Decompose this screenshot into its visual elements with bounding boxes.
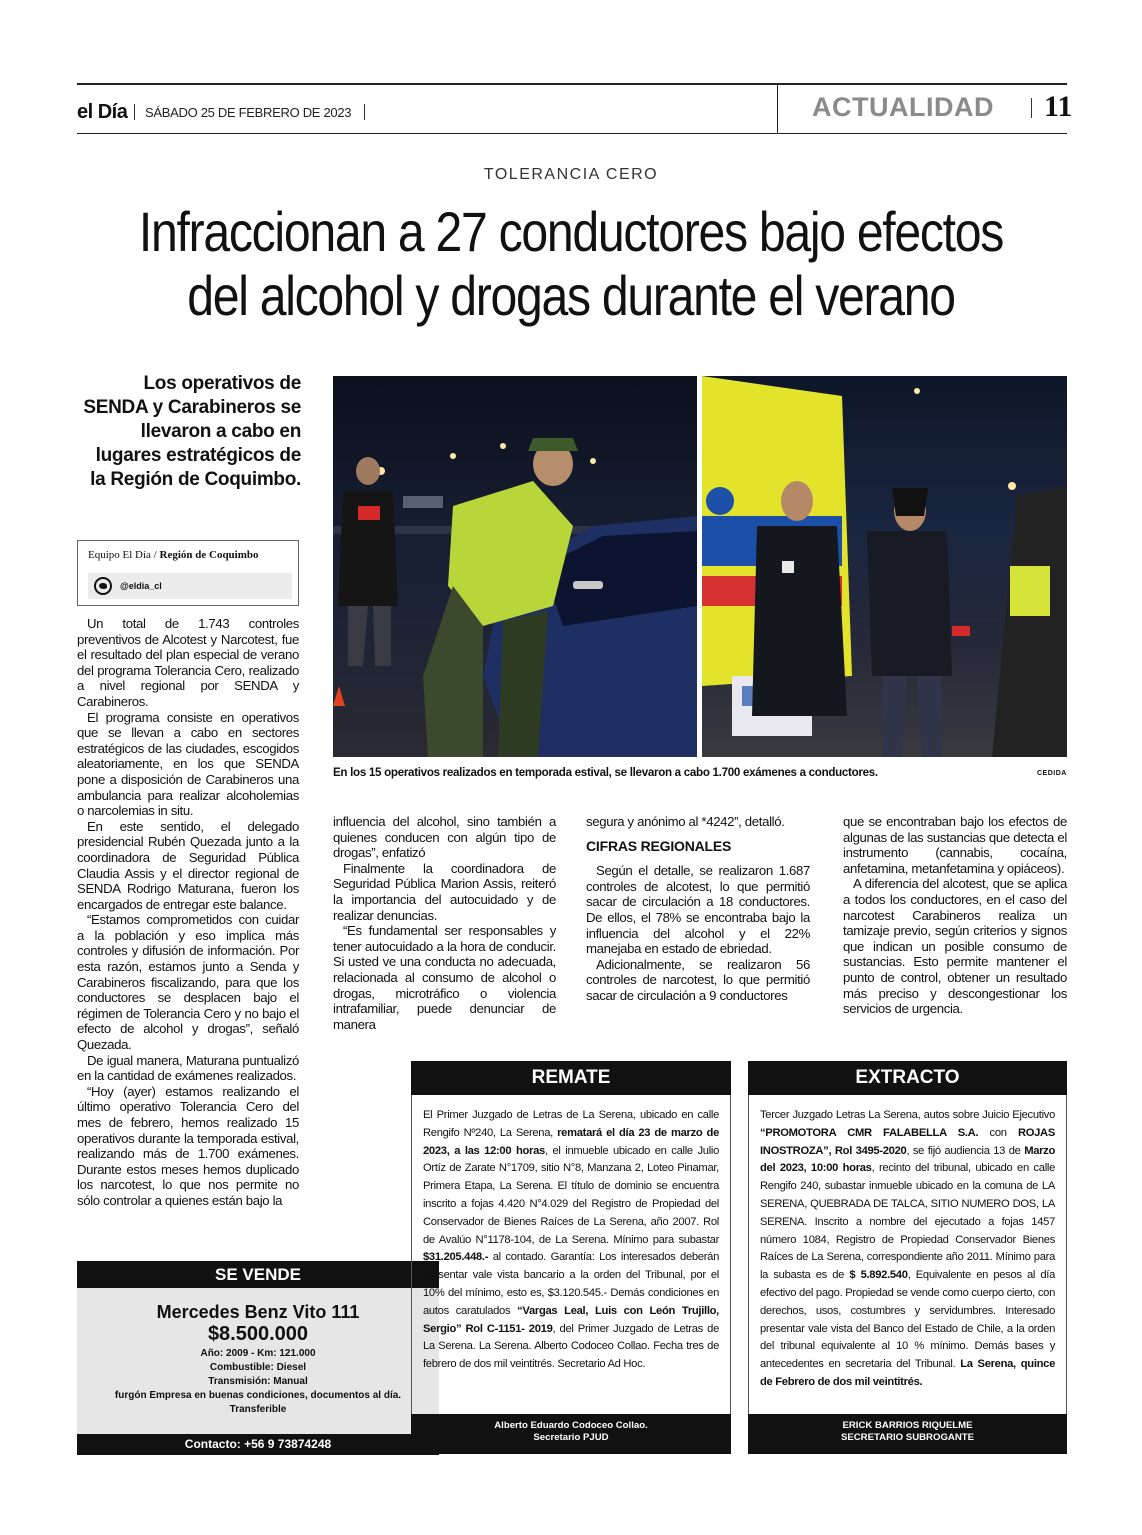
legal-text: , del Primer Juzgado de Letras de La Serena. La Serena. Alberto Codoceo Collao. Fecha tres de febrero de dos mil veintitrés. Secretario Ad Hoc.	[423, 1322, 719, 1371]
extracto-text	[760, 1107, 1055, 1392]
legal-emphasis: $ 5.892.540	[849, 1269, 908, 1282]
author-credit	[88, 549, 259, 561]
photo-senda-staff	[702, 376, 1067, 757]
paragraph: influencia del alcohol, sino también a quienes conducen con algún tipo de drogas”, enfatizó	[333, 814, 556, 861]
article-subhead: Los operativos de SENDA y Carabineros se llevaron a cabo en lugares estratégicos de la Región de Coquimbo.	[83, 373, 301, 490]
legal-emphasis: La Serena, quince de Febrero de dos mil veintitrés.	[760, 1358, 1055, 1388]
article-column-4	[843, 814, 1067, 1017]
article-column-2	[333, 814, 556, 1032]
legal-text: El Primer Juzgado de Letras de La Serena, ubicado en calle Rengifo Nº240, La Serena,	[423, 1109, 719, 1139]
sale-condition: furgón Empresa en buenas condiciones, documentos al día.	[114, 1390, 402, 1401]
sale-ad-title: SE VENDE	[77, 1261, 439, 1288]
paragraph: “Hoy (ayer) estamos realizando el último operativo Tolerancia Cero del mes de febrero, hemos realizado 15 operativos durante la temporada estival, realizando más de 1.700 exámenes. Durante estos meses hemos duplicado los narcotest, lo que nos permite no sólo controlar a quienes están bajo la	[77, 1083, 299, 1208]
masthead-logo: el Día	[77, 101, 128, 123]
paragraph: El programa consiste en operativos que se llevan a cabo en sectores estratégicos de las ciudades, escogidos aleatoriamente, en los que SENDA pone a disposición de Carabineros una ambulancia para realizar alcoholemias o narcolemias in situ.	[77, 709, 299, 819]
credit-region: Región de Coquimbo	[159, 549, 259, 561]
article-headline	[132, 200, 1011, 328]
legal-text: , Equivalente en pesos al día efectivo del pago. Propiedad se vende como cuerpo cierto, con derechos, usos, costumbres y servidumbres. Interesado presentar vale vista del Banco del Estado de Chile, a la orden del tribunal equivalente al 10 % mínimo. Demás bases y antecedentes en secretaria del Tribunal.	[760, 1269, 1055, 1371]
legal-emphasis: “PROMOTORA CMR FALABELLA S.A.	[760, 1126, 979, 1139]
extracto-title: EXTRACTO	[748, 1061, 1067, 1095]
paragraph: que se encontraban bajo los efectos de algunas de las sustancias que detecta el instrumento (cannabis, cocaína, anfetamina, metanfetamina y opiáceos).	[843, 814, 1067, 876]
twitter-bird-icon	[94, 577, 112, 595]
legal-text: al contado. Garantía: Los interesados deberán presentar vale vista bancario a la orden del Tribunal, por el 10% del mínimo, esto es, $3.120.545.- Demás condiciones en autos caratulados	[423, 1251, 719, 1317]
paragraph: En este sentido, el delegado presidencial Rubén Quezada junto a la coordinadora de Seguridad Pública Claudia Assis y el director regional de SENDA Rodrigo Maturana, fueron los encargados de entregar este balance.	[77, 818, 299, 912]
sale-contact: Contacto: +56 9 73874248	[77, 1434, 439, 1455]
sale-model: Mercedes Benz Vito 111	[156, 1302, 360, 1322]
credit-team: Equipo El Día /	[88, 549, 157, 561]
article-column-1	[77, 616, 299, 1209]
legal-text: , se fijó audiencia 13 de	[906, 1144, 1025, 1157]
photo-police-checkpoint	[333, 376, 697, 757]
article-kicker: TOLERANCIA CERO	[483, 166, 659, 183]
twitter-bar	[88, 573, 292, 599]
photo-senda-staff-illustration	[702, 376, 1067, 757]
page-number: 11	[1044, 90, 1073, 123]
photo-police-checkpoint-illustration	[333, 376, 697, 757]
twitter-handle: @eldia_cl	[120, 581, 162, 591]
remate-text	[423, 1107, 719, 1374]
sale-transfer: Transferible	[229, 1404, 287, 1415]
remate-signature	[411, 1414, 731, 1454]
signature-role: SECRETARIO SUBROGANTE	[840, 1432, 975, 1443]
article-column-3	[586, 814, 810, 1004]
sale-year-km: Año: 2009 - Km: 121.000	[200, 1348, 316, 1359]
extracto-signature	[748, 1414, 1067, 1454]
remate-title: REMATE	[411, 1061, 731, 1095]
legal-text: con	[978, 1126, 1018, 1139]
photo-credit: CEDIDA	[1037, 770, 1067, 777]
headline-line: del alcohol y drogas durante el verano	[187, 264, 955, 327]
header-separator	[364, 104, 365, 120]
legal-emphasis: rematará el día 23 de marzo de 2023, a las 12:00 horas	[423, 1126, 719, 1157]
headline-line: Infraccionan a 27 conductores bajo efectos	[138, 200, 1004, 263]
legal-emphasis: Marzo del 2023, 10:00 horas	[760, 1144, 1056, 1175]
signature-name: Alberto Eduardo Codoceo Collao.	[494, 1420, 648, 1431]
paragraph: Según el detalle, se realizaron 1.687 controles de alcotest, lo que permitió sacar de circulación a 18 conductores. De ellos, el 78% se encontraba bajo la influencia del alcohol y el 22% manejaba en estado de ebriedad.	[586, 863, 810, 957]
legal-text: , el inmueble ubicado en calle Julio Ortíz de Zarate N°1709, sitio N°8, Manzana 2, Loteo Pinamar, Primera Etapa, La Serena. El título de dominio se encuentra inscrito a fojas 4.420 N°4.029 del Registro de Propiedad del Conservador de Bienes Raíces de La Serena, año 2007. Rol de Avalúo N°1178-104, de La Serena. Mínimo para subastar	[423, 1144, 720, 1246]
paragraph: Adicionalmente, se realizaron 56 controles de narcotest, lo que permitió sacar de circulación a 9 conductores	[586, 956, 810, 1003]
paragraph: Finalmente la coordinadora de Seguridad Pública Marion Assis, reiteró la importancia del autocuidado y de realizar denuncias.	[333, 860, 556, 923]
signature-role: Secretario PJUD	[533, 1432, 609, 1443]
legal-text: , recinto del tribunal, ubicado en calle Rengifo 240, subastar inmueble ubicado en la comuna de LA SERENA, QUEBRADA DE TALCA, SITIO NUMERO DOS, LA SERENA. Inscrito a nombre del ejecutado a fojas 1457 número 1084, Registro de Propiedad Conservador Bienes Raíces de La Serena, correspondiente año 2011. Mínimo para la subasta es de	[760, 1162, 1055, 1282]
legal-emphasis: “Vargas Leal, Luis con León Trujillo, Sergio” Rol C-1151- 2019	[423, 1304, 719, 1335]
legal-text: Tercer Juzgado Letras La Serena, autos sobre Juicio Ejecutivo	[760, 1109, 1055, 1121]
paragraph: Un total de 1.743 controles preventivos de Alcotest y Narcotest, fue el resultado del plan especial de verano del programa Tolerancia Cero, realizado a nivel regional por SENDA y Carabineros.	[77, 616, 299, 709]
paragraph: “Es fundamental ser responsables y tener autocuidado a la hora de conducir. Si usted ve una conducta no adecuada, relacionada al consumo de alcohol o drogas, microtráfico o violencia intrafamiliar, puede denunciar de manera	[333, 923, 556, 1032]
paragraph: A diferencia del alcotest, que se aplica a todos los conductores, en el caso del narcotest Carabineros realiza un tamizaje previo, según criterios y signos que indican un posible consumo de sustancias. Esto permite mantener el punto de control, obtener un resultado más preciso y descongestionar los servicios de urgencia.	[843, 876, 1067, 1017]
photo-caption: En los 15 operativos realizados en temporada estival, se llevaron a cabo 1.700 exámenes a conductores.	[333, 766, 878, 779]
header-top-rule	[77, 83, 1067, 85]
header-separator	[134, 104, 135, 120]
section-title: ACTUALIDAD	[812, 92, 994, 122]
header-bottom-rule	[77, 133, 1067, 134]
signature-name: ERICK BARRIOS RIQUELME	[842, 1420, 973, 1431]
sale-price: $8.500.000	[207, 1323, 309, 1345]
sale-transmission: Transmisión: Manual	[208, 1376, 308, 1387]
header-date: SÁBADO 25 DE FEBRERO DE 2023	[145, 105, 352, 120]
sale-fuel: Combustible: Diesel	[209, 1362, 307, 1373]
header-separator	[1031, 98, 1032, 118]
legal-emphasis: $31.205.448.-	[423, 1251, 489, 1264]
paragraph: De igual manera, Maturana puntualizó en la cantidad de exámenes realizados.	[77, 1052, 299, 1084]
legal-emphasis: ROJAS INOSTROZA”, Rol 3495-2020	[760, 1126, 1055, 1157]
subsection-heading: CIFRAS REGIONALES	[586, 837, 732, 854]
header-vertical-rule	[777, 83, 778, 134]
author-credit-box	[77, 540, 299, 606]
paragraph: “Estamos comprometidos con cuidar a la población y eso implica más controles y difusión de información. Por esta razón, estamos junto a Senda y Carabineros fiscalizando, para que los conductores se desplacen bajo el régimen de Tolerancia Cero y no bajo el efecto de alcohol y drogas”, señaló Quezada.	[77, 912, 299, 1053]
paragraph: segura y anónimo al *4242”, detalló.	[586, 814, 785, 829]
